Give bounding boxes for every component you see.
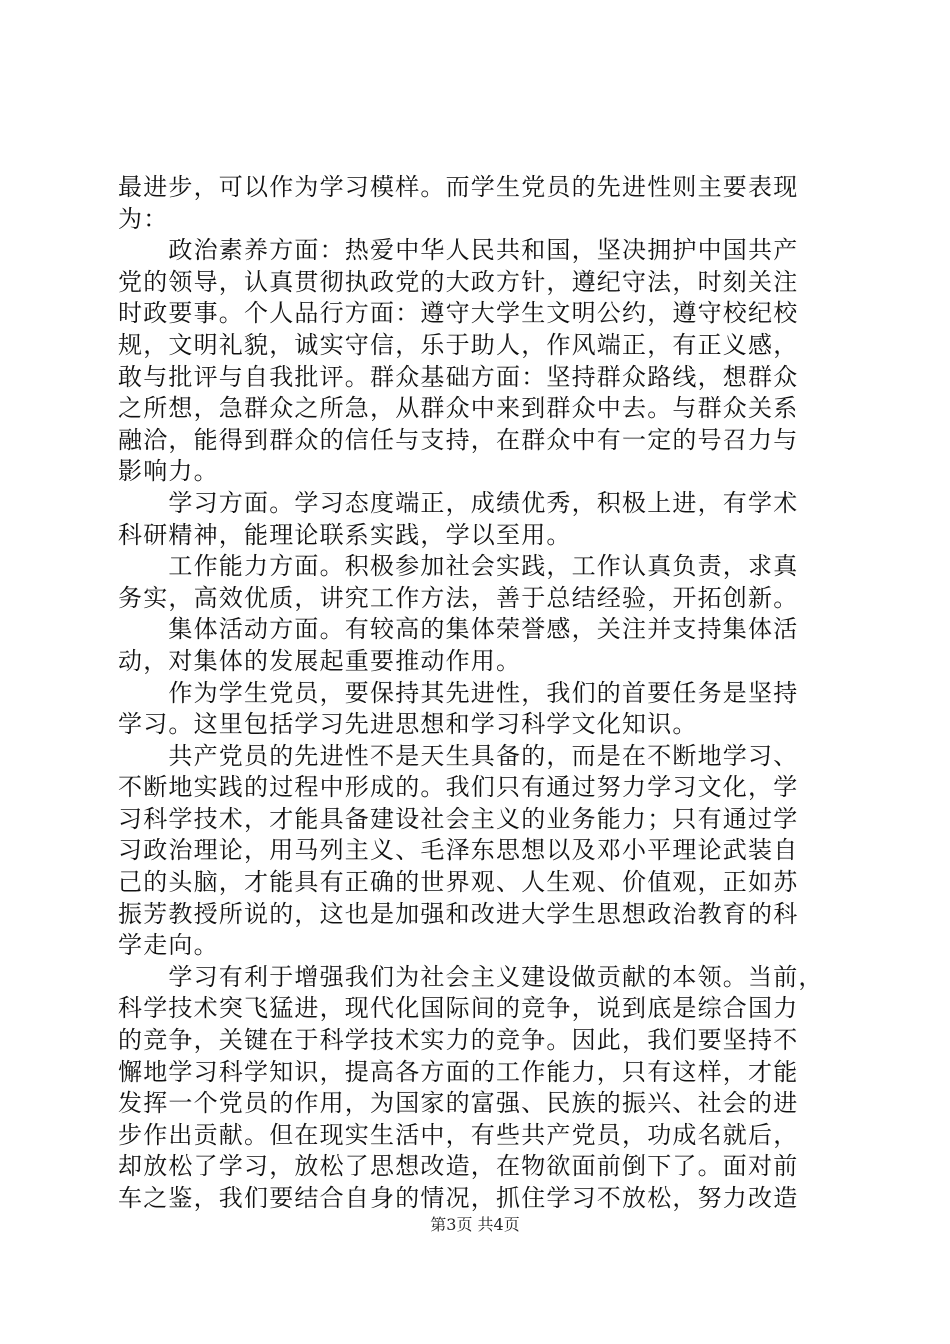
text-line: 步作出贡献。但在现实生活中，有些共产党员，功成名就后， xyxy=(118,1120,799,1149)
text-line: 动，对集体的发展起重要推动作用。 xyxy=(118,646,522,675)
text-line: 车之鉴，我们要结合自身的情况，抓住学习不放松，努力改造 xyxy=(118,1184,799,1212)
text-line: 学走向。 xyxy=(118,931,219,960)
text-line: 发挥一个党员的作用，为国家的富强、民族的振兴、社会的进 xyxy=(118,1089,799,1118)
text-line: 科学技术突飞猛进，现代化国际间的竞争，说到底是综合国力 xyxy=(118,994,799,1023)
text-line: 学习有利于增强我们为社会主义建设做贡献的本领。当前， xyxy=(118,962,824,991)
body-text xyxy=(118,172,838,1215)
text-line: 己的头脑，才能具有正确的世界观、人生观、价值观，正如苏 xyxy=(118,868,799,897)
text-line: 作为学生党员，要保持其先进性，我们的首要任务是坚持 xyxy=(118,678,799,707)
page-number-label: 第3页 共4页 xyxy=(430,1215,520,1234)
text-line: 共产党员的先进性不是天生具备的，而是在不断地学习、 xyxy=(118,741,799,770)
text-line: 振芳教授所说的，这也是加强和改进大学生思想政治教育的科 xyxy=(118,899,799,928)
text-line: 工作能力方面。积极参加社会实践，工作认真负责，求真 xyxy=(118,552,799,581)
text-line: 政治素养方面：热爱中华人民共和国，坚决拥护中国共产 xyxy=(118,236,799,265)
text-line: 为： xyxy=(118,204,169,233)
text-line: 的竞争，关键在于科学技术实力的竞争。因此，我们要坚持不 xyxy=(118,1026,799,1055)
text-line: 务实，高效优质，讲究工作方法，善于总结经验，开拓创新。 xyxy=(118,583,799,612)
text-line: 时政要事。个人品行方面：遵守大学生文明公约，遵守校纪校 xyxy=(118,299,799,328)
text-line: 不断地实践的过程中形成的。我们只有通过努力学习文化，学 xyxy=(118,773,799,802)
text-line: 敢与批评与自我批评。群众基础方面：坚持群众路线，想群众 xyxy=(118,362,799,391)
text-line: 党的领导，认真贯彻执政党的大政方针，遵纪守法，时刻关注 xyxy=(118,267,799,296)
text-line: 习科学技术，才能具备建设社会主义的业务能力；只有通过学 xyxy=(118,804,799,833)
text-line: 懈地学习科学知识，提高各方面的工作能力，只有这样，才能 xyxy=(118,1057,799,1086)
text-line: 却放松了学习，放松了思想改造，在物欲面前倒下了。面对前 xyxy=(118,1152,799,1181)
text-line: 影响力。 xyxy=(118,457,219,486)
text-line: 学习方面。学习态度端正，成绩优秀，积极上进，有学术 xyxy=(118,488,799,517)
page-footer xyxy=(0,1212,950,1235)
text-line: 最进步，可以作为学习模样。而学生党员的先进性则主要表现 xyxy=(118,173,799,201)
text-line: 习政治理论，用马列主义、毛泽东思想以及邓小平理论武装自 xyxy=(118,836,799,865)
text-line: 学习。这里包括学习先进思想和学习科学文化知识。 xyxy=(118,710,698,739)
text-line: 融洽，能得到群众的信任与支持，在群众中有一定的号召力与 xyxy=(118,425,799,454)
text-line: 科研精神，能理论联系实践，学以至用。 xyxy=(118,520,572,549)
text-line: 集体活动方面。有较高的集体荣誉感，关注并支持集体活 xyxy=(118,615,799,644)
text-line: 规，文明礼貌，诚实守信，乐于助人，作风端正，有正义感， xyxy=(118,330,799,359)
text-line: 之所想，急群众之所急，从群众中来到群众中去。与群众关系 xyxy=(118,394,799,423)
